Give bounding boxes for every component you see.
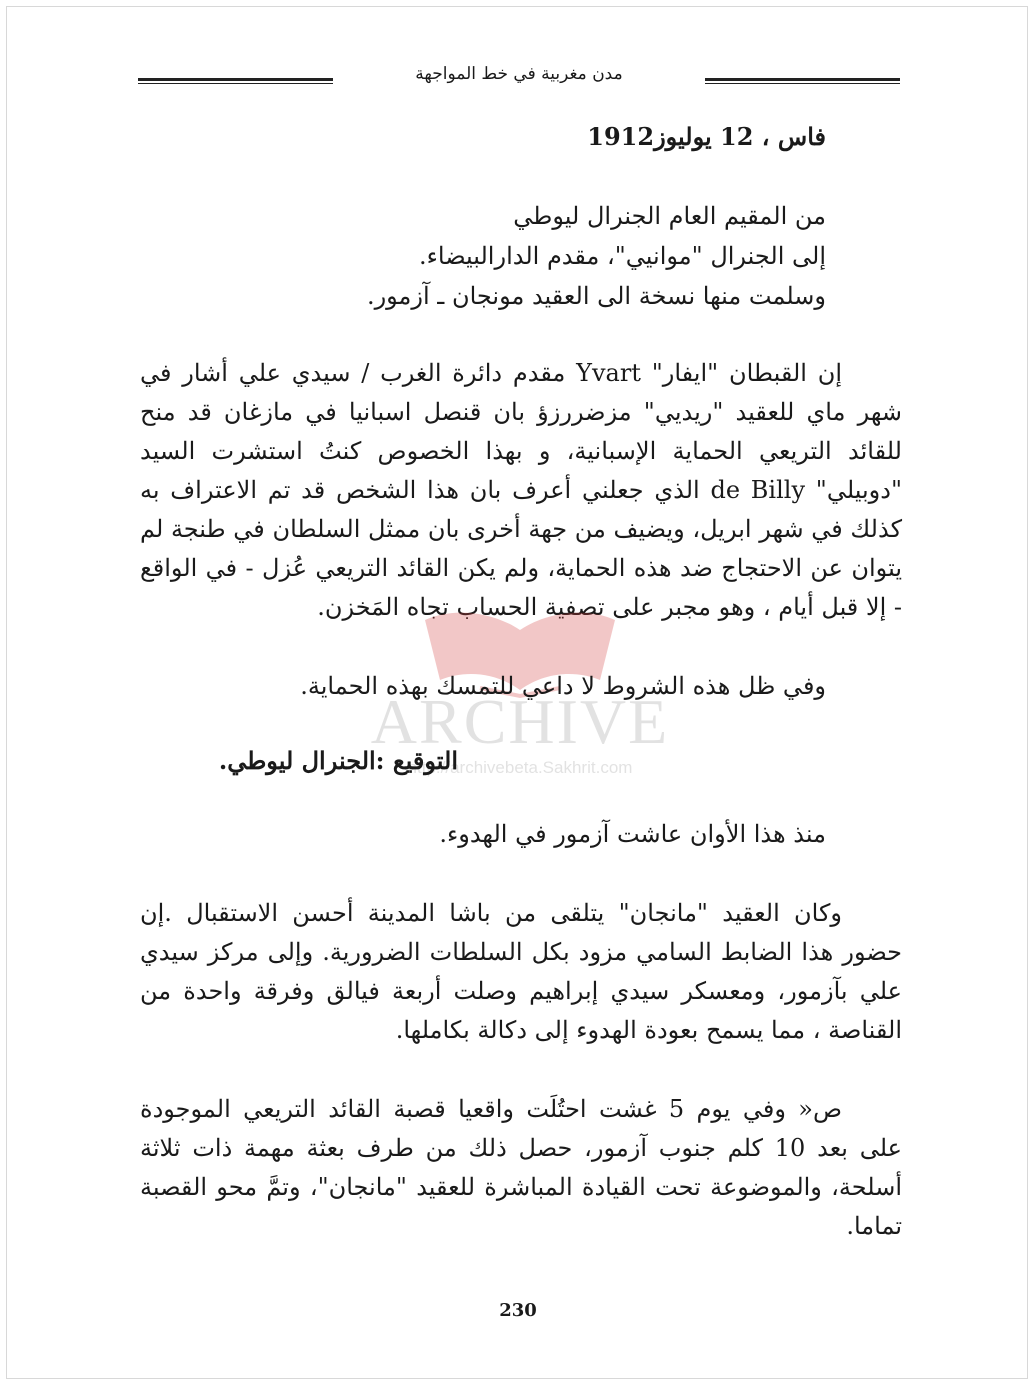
letter-signature bbox=[140, 746, 902, 775]
header-title: مدن مغربية في خط المواجهة bbox=[415, 64, 623, 84]
running-header bbox=[138, 62, 900, 92]
address-line: من المقيم العام الجنرال ليوطي bbox=[513, 202, 826, 230]
letter-conclusion bbox=[140, 672, 902, 700]
letter-address bbox=[140, 196, 902, 316]
narrative-paragraph-2 bbox=[140, 1090, 902, 1246]
narrative-calm bbox=[140, 820, 902, 848]
header-rule-left bbox=[138, 78, 333, 84]
letter-body bbox=[140, 354, 902, 627]
address-line: إلى الجنرال "موانيي"، مقدم الدارالبيضاء. bbox=[418, 242, 826, 270]
conclusion-line: وفي ظل هذه الشروط لا داعي للتمسك بهذه الحماية. bbox=[300, 672, 826, 700]
date-line: فاس ، 12 يوليوز1912 bbox=[587, 122, 826, 151]
signature-line: التوقيع :الجنرال ليوطي. bbox=[218, 746, 458, 775]
watermark-word: ARCHIVE bbox=[370, 686, 670, 757]
watermark-url: http://archivebeta.Sakhrit.com bbox=[407, 758, 633, 777]
body-paragraph: وكان العقيد "مانجان" يتلقى من باشا المدينة أحسن الاستقبال .إن حضور هذا الضابط السامي مزود بكل السلطات الضرورية. وإلى مركز سيدي علي بآزمور، ومعسكر سيدي إبراهيم وصلت أربعة فيالق وفرقة واحدة من القناصة ، مما يسمح بعودة الهدوء إلى دكالة بكاملها. bbox=[140, 899, 902, 1044]
narrative-paragraph-1 bbox=[140, 894, 902, 1050]
page-number: 230 bbox=[499, 1300, 537, 1321]
address-line: وسلمت منها نسخة الى العقيد مونجان ـ آزمور. bbox=[366, 282, 826, 310]
body-paragraph: إن القبطان "ايفار" Yvart مقدم دائرة الغرب / سيدي علي أشار في شهر ماي للعقيد "ريديي" مزضررزؤ بان قنصل اسبانيا في مازغان قد منح للقائد التريعي الحماية الإسبانية، و بهذا الخصوص كنتُ استشرت السيد "دوبيلي" de Billy الذي جعلني أعرف بان هذا الشخص قد تم الاعتراف به كذلك في شهر ابريل، ويضيف من جهة أخرى بان ممثل السلطان في طنجة لم يتوان عن الاحتجاج ضد هذه الحماية، ولم يكن القائد التريعي عُزل - في الواقع - إلا قبل أيام ، وهو مجبر على تصفية الحساب تجاه المَخزن. bbox=[140, 359, 902, 621]
calm-line: منذ هذا الأوان عاشت آزمور في الهدوء. bbox=[439, 820, 826, 848]
header-rule-right bbox=[705, 78, 900, 84]
body-paragraph: ص« وفي يوم 5 غشت احتُلَت واقعيا قصبة القائد التريعي الموجودة على بعد 10 كلم جنوب آزمور، حصل ذلك من طرف بعثة مهمة ذات ثلاثة أسلحة، والموضوعة تحت القيادة المباشرة للعقيد "مانجان"، وتمَّ محو القصبة تماما. bbox=[140, 1095, 902, 1240]
letter-date bbox=[140, 122, 902, 151]
